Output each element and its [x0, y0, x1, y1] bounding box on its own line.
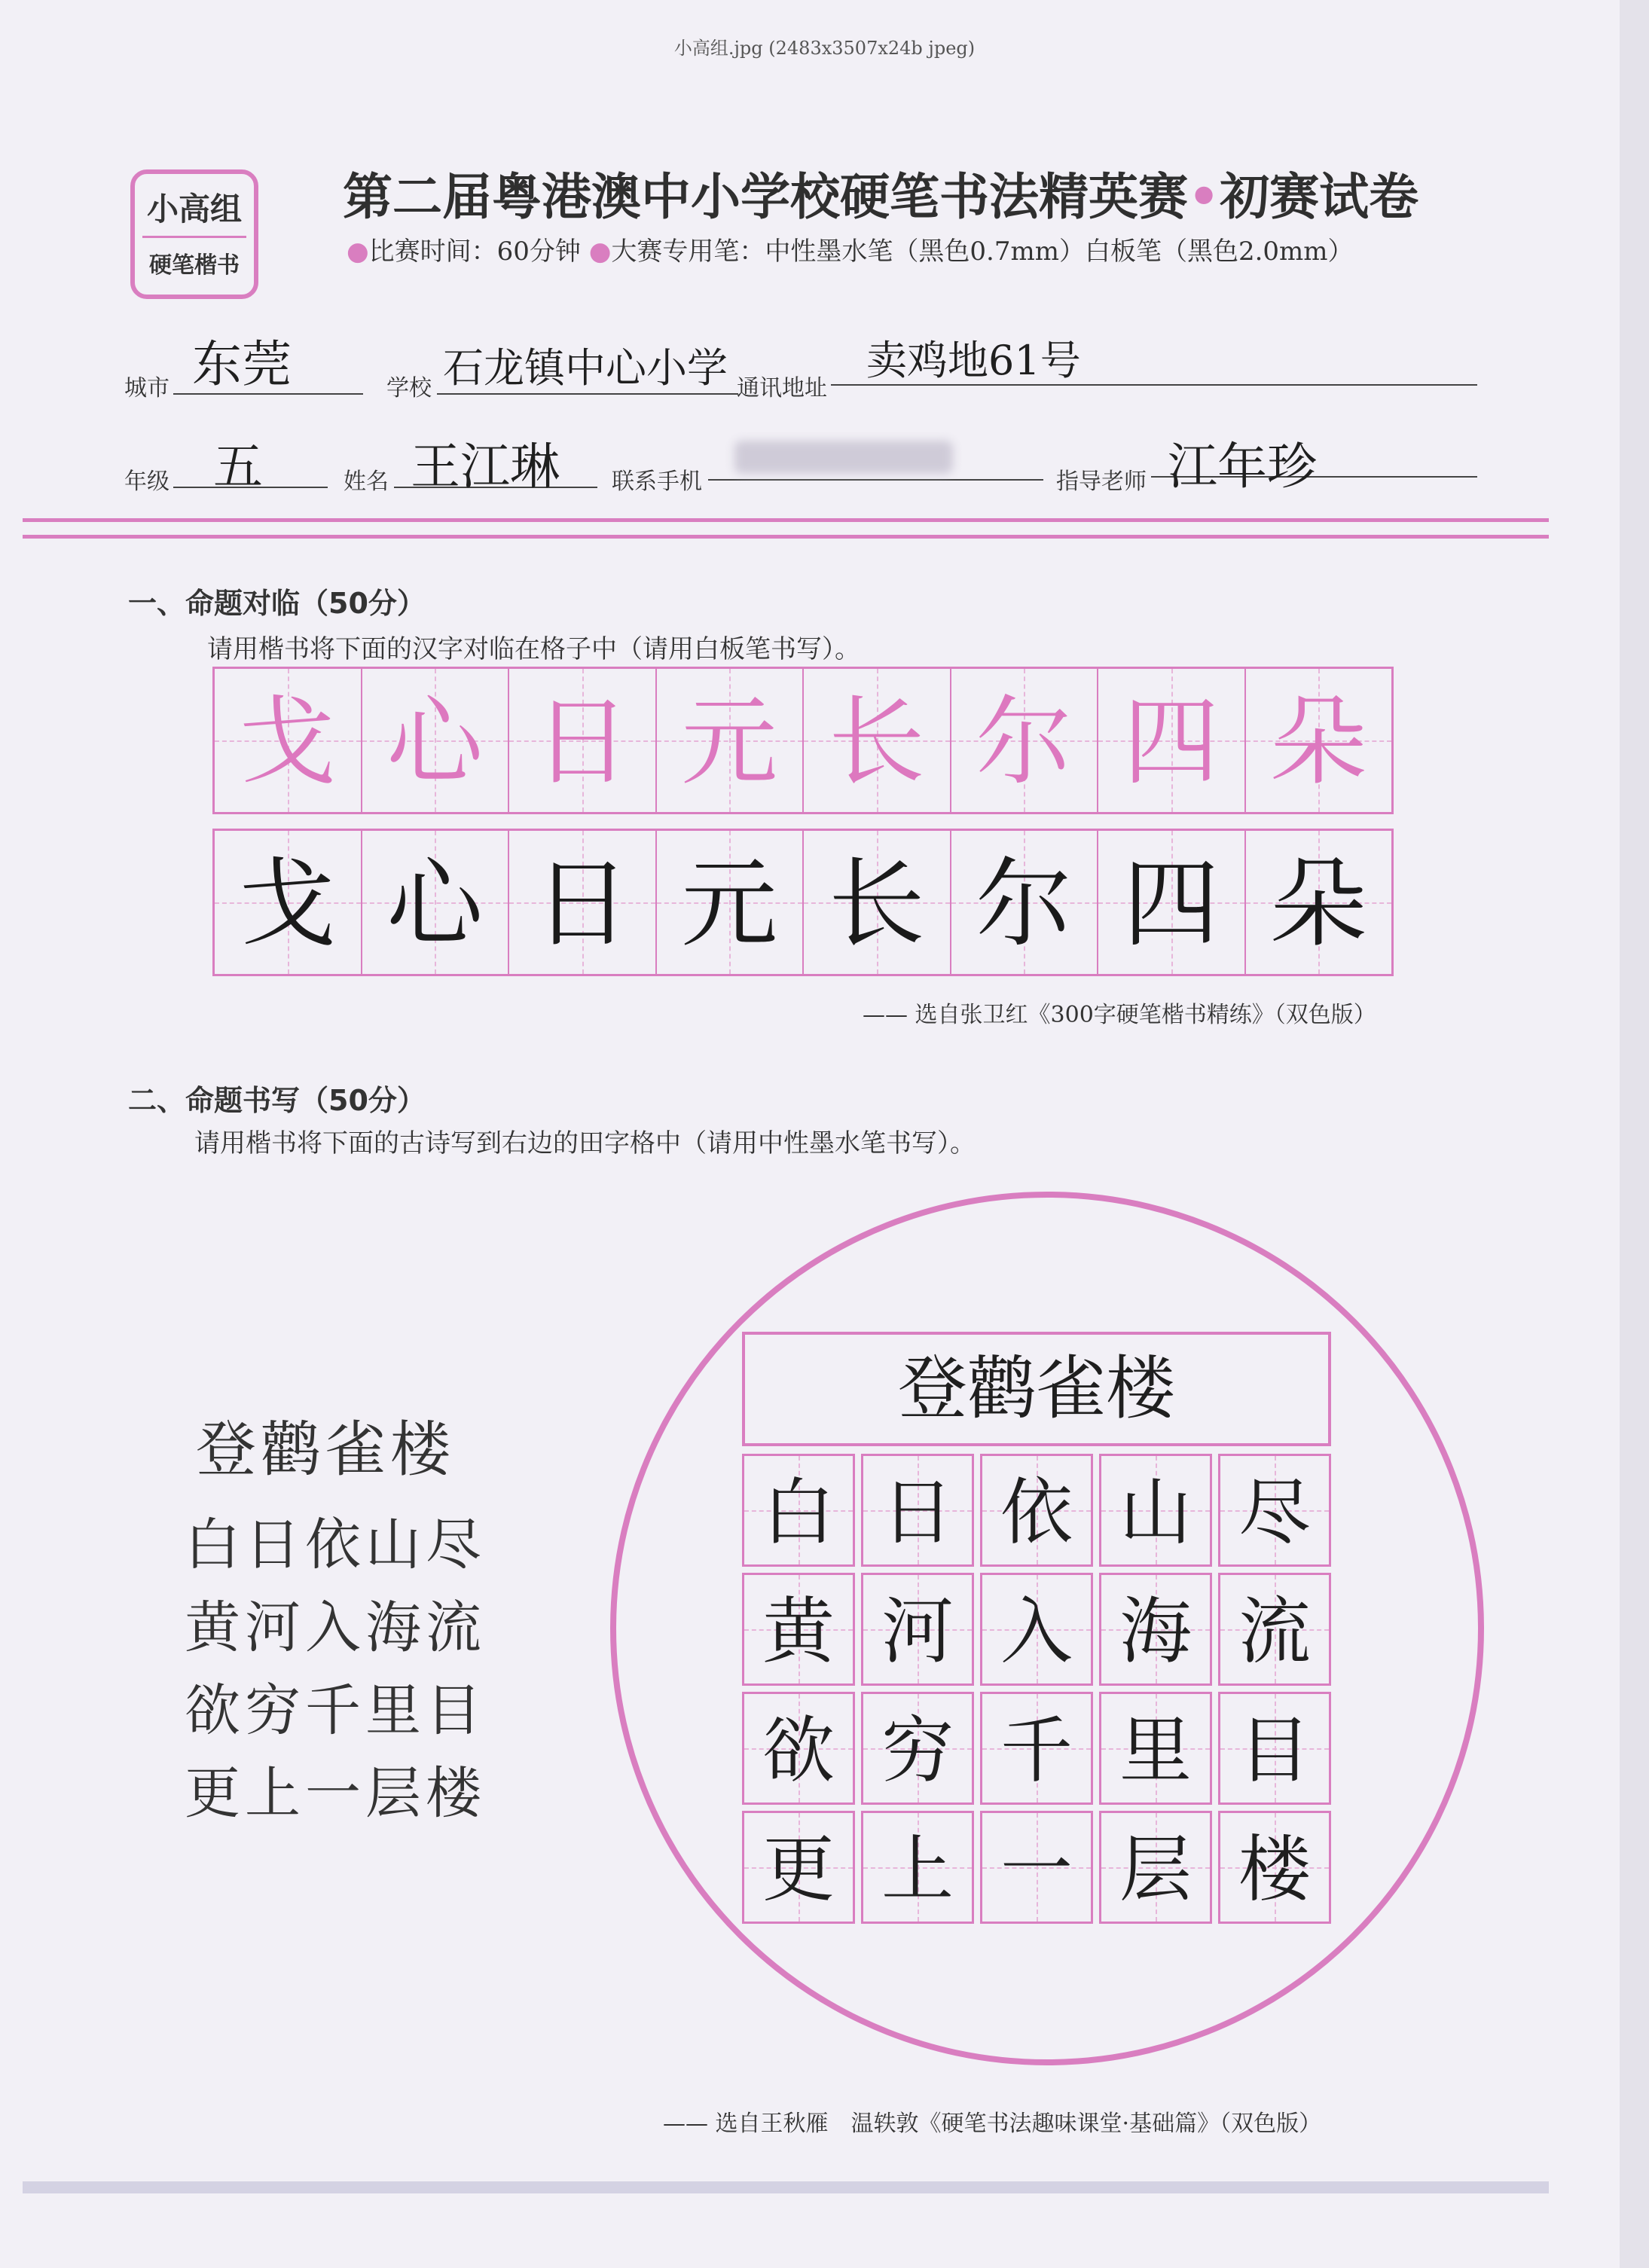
answer-cell: [742, 1692, 855, 1805]
badge-group-label: 小高组: [146, 191, 242, 227]
scan-edge: [1620, 0, 1649, 2268]
model-cell: [804, 669, 951, 812]
badge-divider: [142, 236, 246, 238]
answer-cell: [1099, 1454, 1212, 1567]
address-value: 卖鸡地61号: [866, 337, 1081, 384]
poem-title: 登鹳雀楼: [196, 1415, 455, 1485]
answer-cell: [742, 1454, 855, 1567]
student-char: 心: [386, 848, 484, 960]
section1-instruction: 请用楷书将下面的汉字对临在格子中（请用白板笔书写）。: [207, 634, 860, 664]
answer-cell: [742, 1811, 855, 1924]
bullet-icon: ●: [588, 237, 612, 267]
answer-cell: [1218, 1692, 1331, 1805]
answer-char: 楼: [1238, 1827, 1311, 1912]
answer-cell: [980, 1811, 1093, 1924]
student-char: 长: [828, 848, 925, 960]
answer-cell: [1218, 1811, 1331, 1924]
student-cell: [1246, 831, 1392, 974]
model-cell: [509, 669, 657, 812]
exam-time: 比赛时间：60分钟: [368, 237, 581, 267]
answer-char: 里: [1119, 1708, 1192, 1793]
poem-line: 更上一层楼: [185, 1761, 486, 1826]
exam-title: [343, 157, 1418, 228]
grade-label: 年级: [124, 469, 169, 495]
student-cell: [362, 831, 510, 974]
answer-cell: [980, 1573, 1093, 1686]
grade-value: 五: [213, 438, 263, 496]
answer-char: 上: [881, 1827, 954, 1912]
answer-char: 入: [1000, 1589, 1073, 1674]
student-char: 朵: [1270, 848, 1367, 960]
section2-source: —— 选自王秋雁 温轶敦《硬笔书法趣味课堂·基础篇》（双色版）: [663, 2111, 1322, 2137]
exam-subtitle: [347, 230, 1354, 267]
exam-pen: 大赛专用笔：中性墨水笔（黑色0.7mm）白板笔（黑色2.0mm）: [611, 237, 1354, 267]
model-char: 尔: [976, 686, 1073, 798]
student-cell: [804, 831, 951, 974]
answer-char: 千: [1000, 1708, 1073, 1793]
city-label: 城市: [124, 375, 169, 401]
teacher-label: 指导老师: [1056, 469, 1147, 495]
student-char: 戈: [239, 848, 336, 960]
answer-char: 层: [1119, 1827, 1192, 1912]
model-cell: [951, 669, 1099, 812]
answer-char: 更: [762, 1827, 835, 1912]
school-value: 石龙镇中心小学: [443, 344, 728, 392]
exam-title-main: 第二届粤港澳中小学校硬笔书法精英赛: [343, 168, 1188, 226]
answer-char: 黄: [762, 1589, 835, 1674]
poem-line: 白日依山尽: [185, 1513, 486, 1577]
answer-char: 目: [1238, 1708, 1311, 1793]
answer-char: 一: [1000, 1827, 1073, 1912]
answer-char: 山: [1119, 1470, 1192, 1555]
name-label: 姓名: [344, 469, 389, 495]
student-cell: [215, 831, 362, 974]
city-value: 东莞: [192, 335, 292, 393]
phone-underline: [708, 479, 1043, 481]
model-char: 长: [828, 686, 925, 798]
answer-cell: [980, 1692, 1093, 1805]
answer-cell: [742, 1573, 855, 1686]
answer-cell: [861, 1692, 974, 1805]
student-cell: [1098, 831, 1246, 974]
answer-cell: [980, 1454, 1093, 1567]
answer-cell: [1218, 1454, 1331, 1567]
header-divider-top: [23, 518, 1549, 522]
student-cell: [509, 831, 657, 974]
name-value: 王江琳: [411, 438, 560, 496]
file-header: 小高组.jpg (2483x3507x24b jpeg): [673, 38, 976, 59]
model-char: 戈: [239, 686, 336, 798]
student-char: 元: [681, 848, 778, 960]
phone-redacted: [734, 441, 953, 474]
student-cell: [951, 831, 1099, 974]
answer-char: 流: [1238, 1589, 1311, 1674]
header-divider-bottom: [23, 535, 1549, 539]
student-cell: [657, 831, 805, 974]
student-grid: [212, 829, 1394, 976]
section2-instruction: 请用楷书将下面的古诗写到右边的田字格中（请用中性墨水笔书写）。: [194, 1128, 976, 1158]
school-label: 学校: [386, 375, 432, 401]
answer-char: 穷: [881, 1708, 954, 1793]
model-grid: [212, 667, 1394, 814]
student-char: 四: [1122, 848, 1220, 960]
answer-cell: [1099, 1811, 1212, 1924]
answer-char: 日: [881, 1470, 954, 1555]
poem-line: 黄河入海流: [185, 1595, 486, 1660]
model-cell: [215, 669, 362, 812]
model-char: 朵: [1270, 686, 1367, 798]
answer-char: 河: [881, 1589, 954, 1674]
bottom-border: [23, 2181, 1549, 2193]
student-char: 日: [533, 848, 631, 960]
exam-title-suffix: 初赛试卷: [1220, 168, 1419, 226]
phone-label: 联系手机: [612, 469, 702, 495]
title-dot: •: [1188, 168, 1220, 226]
answer-char: 尽: [1238, 1470, 1311, 1555]
group-badge: [130, 169, 258, 299]
teacher-value: 江年珍: [1168, 438, 1317, 496]
answer-cell: [861, 1573, 974, 1686]
model-cell: [1098, 669, 1246, 812]
model-cell: [362, 669, 510, 812]
model-cell: [657, 669, 805, 812]
model-char: 日: [533, 686, 631, 798]
section1-source: —— 选自张卫红《300字硬笔楷书精练》（双色版）: [863, 1002, 1376, 1028]
section2-title: 二、命题书写（50分）: [128, 1084, 426, 1117]
model-cell: [1246, 669, 1392, 812]
model-char: 四: [1122, 686, 1220, 798]
model-char: 心: [386, 686, 484, 798]
answer-char: 欲: [762, 1708, 835, 1793]
answer-cell: [861, 1811, 974, 1924]
student-char: 尔: [976, 848, 1073, 960]
answer-cell: [1099, 1692, 1212, 1805]
answer-title-box: 登鹳雀楼: [742, 1332, 1331, 1446]
answer-cell: [1099, 1573, 1212, 1686]
badge-category-label: 硬笔楷书: [149, 252, 240, 279]
answer-grid: [742, 1454, 1331, 1924]
answer-cell: [1218, 1573, 1331, 1686]
bullet-icon: ●: [347, 237, 369, 267]
answer-char: 依: [1000, 1470, 1073, 1555]
section1-title: 一、命题对临（50分）: [128, 587, 426, 620]
answer-cell: [861, 1454, 974, 1567]
model-char: 元: [681, 686, 778, 798]
answer-char: 白: [762, 1470, 835, 1555]
poem-line: 欲穷千里目: [185, 1678, 486, 1743]
address-label: 通讯地址: [737, 375, 827, 401]
answer-char: 海: [1119, 1589, 1192, 1674]
